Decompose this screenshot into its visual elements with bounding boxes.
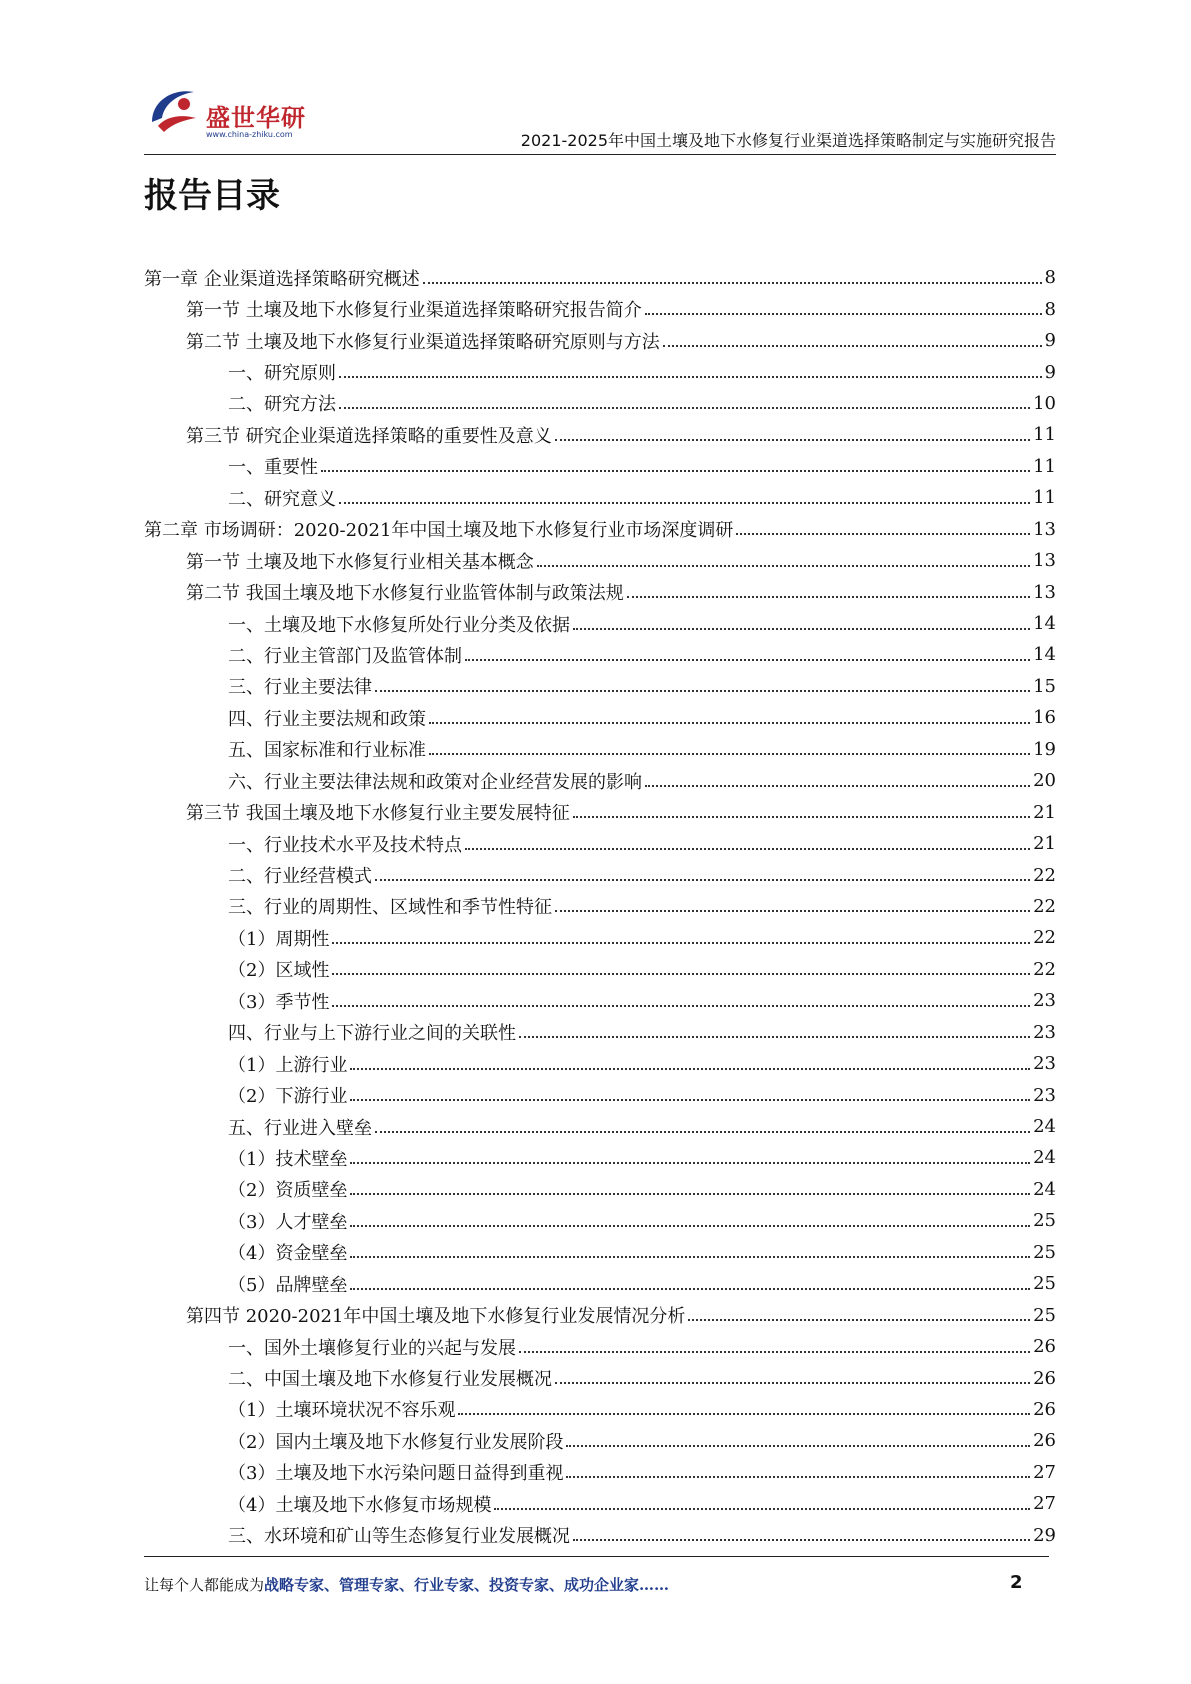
toc-entry-label: 一、重要性 <box>228 457 318 479</box>
toc-entry-label: 二、研究意义 <box>228 488 336 510</box>
toc-entry-page: 14 <box>1033 613 1056 635</box>
toc-entry-label: 一、行业技术水平及技术特点 <box>228 834 462 856</box>
toc-entry[interactable] <box>144 639 1056 670</box>
toc-entry-label: （3）人才壁垒 <box>228 1211 348 1233</box>
logo-url: www.china-zhiku.com <box>206 130 293 139</box>
toc-entry-label: 二、中国土壤及地下水修复行业发展概况 <box>228 1369 552 1391</box>
toc-entry[interactable] <box>144 796 1056 827</box>
toc-entry-page: 8 <box>1044 267 1056 289</box>
logo-text: 盛世华研 <box>206 104 306 132</box>
toc-entry-page: 11 <box>1033 455 1056 477</box>
toc-entry-label: （2）下游行业 <box>228 1086 348 1108</box>
toc-entry-label: 四、行业与上下游行业之间的关联性 <box>228 1023 516 1045</box>
toc-leader-dots <box>429 722 1030 724</box>
toc-entry-page: 26 <box>1033 1398 1056 1420</box>
toc-entry[interactable] <box>144 671 1056 702</box>
toc-entry-page: 24 <box>1033 1147 1056 1169</box>
toc-entry-page: 8 <box>1044 298 1056 320</box>
toc-entry[interactable] <box>144 1174 1056 1205</box>
toc-entry-page: 27 <box>1033 1461 1056 1483</box>
toc-entry-page: 11 <box>1033 424 1056 446</box>
toc-entry[interactable] <box>144 922 1056 953</box>
toc-entry[interactable] <box>144 828 1056 859</box>
toc-entry[interactable] <box>144 702 1056 733</box>
toc-entry[interactable] <box>144 891 1056 922</box>
toc-entry-label: 第二章 市场调研：2020-2021年中国土壤及地下水修复行业市场深度调研 <box>144 520 734 542</box>
toc-leader-dots <box>465 848 1030 850</box>
toc-entry-label: 第一节 土壤及地下水修复行业渠道选择策略研究报告简介 <box>186 300 642 322</box>
toc-leader-dots <box>375 690 1030 692</box>
toc-entry[interactable] <box>144 954 1056 985</box>
toc-leader-dots <box>458 1413 1030 1415</box>
toc-entry[interactable] <box>144 734 1056 765</box>
toc-leader-dots <box>555 439 1030 441</box>
toc-entry-label: 一、土壤及地下水修复所处行业分类及依据 <box>228 614 570 636</box>
toc-entry-page: 13 <box>1033 550 1056 572</box>
toc-leader-dots <box>423 282 1042 284</box>
toc-entry-label: 一、国外土壤修复行业的兴起与发展 <box>228 1337 516 1359</box>
toc-leader-dots <box>494 1508 1030 1510</box>
toc-entry-page: 9 <box>1044 361 1056 383</box>
toc-entry-label: 五、行业进入壁垒 <box>228 1117 372 1139</box>
toc-entry-label: （2）国内土壤及地下水修复行业发展阶段 <box>228 1431 564 1453</box>
toc-entry[interactable] <box>144 608 1056 639</box>
toc-entry-page: 24 <box>1033 1178 1056 1200</box>
toc-leader-dots <box>566 1476 1030 1478</box>
toc-entry[interactable] <box>144 293 1056 324</box>
toc-entry-label: 第四节 2020-2021年中国土壤及地下水修复行业发展情况分析 <box>186 1306 686 1328</box>
toc-entry-page: 20 <box>1033 770 1056 792</box>
toc-entry[interactable] <box>144 1425 1056 1456</box>
toc-entry[interactable] <box>144 1017 1056 1048</box>
toc-leader-dots <box>736 533 1030 535</box>
toc-entry-label: （1）上游行业 <box>228 1054 348 1076</box>
toc-entry-label: 二、行业经营模式 <box>228 866 372 888</box>
toc-entry[interactable] <box>144 1237 1056 1268</box>
toc-leader-dots <box>555 910 1030 912</box>
toc-entry-page: 22 <box>1033 927 1056 949</box>
toc-entry[interactable] <box>144 482 1056 513</box>
toc-entry-page: 22 <box>1033 895 1056 917</box>
toc-entry[interactable] <box>144 1457 1056 1488</box>
toc-leader-dots <box>350 1162 1030 1164</box>
header-divider <box>144 154 1056 155</box>
toc-leader-dots <box>465 659 1030 661</box>
toc-entry-page: 25 <box>1033 1273 1056 1295</box>
footer-divider <box>144 1556 1049 1557</box>
toc-entry[interactable] <box>144 1268 1056 1299</box>
toc-entry-label: （2）区域性 <box>228 960 330 982</box>
toc-leader-dots <box>350 1256 1030 1258</box>
toc-entry-page: 15 <box>1033 675 1056 697</box>
toc-entry-page: 22 <box>1033 958 1056 980</box>
toc-entry[interactable] <box>144 1331 1056 1362</box>
toc-entry[interactable] <box>144 1520 1056 1551</box>
toc-entry-page: 13 <box>1033 518 1056 540</box>
toc-leader-dots <box>375 1131 1030 1133</box>
toc-leader-dots <box>663 345 1042 347</box>
toc-entry[interactable] <box>144 1142 1056 1173</box>
toc-entry-page: 29 <box>1033 1524 1056 1546</box>
toc-entry-label: 第一章 企业渠道选择策略研究概述 <box>144 268 420 290</box>
toc-entry-page: 9 <box>1044 330 1056 352</box>
toc-entry[interactable] <box>144 765 1056 796</box>
toc-entry[interactable] <box>144 451 1056 482</box>
toc-entry-label: 三、水环境和矿山等生态修复行业发展概况 <box>228 1526 570 1548</box>
toc-entry-page: 11 <box>1033 487 1056 509</box>
toc-entry-label: 第二节 我国土壤及地下水修复行业监管体制与政策法规 <box>186 583 624 605</box>
toc-leader-dots <box>429 753 1030 755</box>
toc-entry-page: 23 <box>1033 1053 1056 1075</box>
toc-entry[interactable] <box>144 325 1056 356</box>
toc-heading: 报告目录 <box>144 176 280 216</box>
toc-leader-dots <box>566 1445 1030 1447</box>
toc-entry[interactable] <box>144 1111 1056 1142</box>
toc-leader-dots <box>519 1351 1030 1353</box>
toc-entry[interactable] <box>144 419 1056 450</box>
toc-leader-dots <box>573 628 1030 630</box>
toc-entry-label: （1）技术壁垒 <box>228 1148 348 1170</box>
toc-entry-page: 25 <box>1033 1304 1056 1326</box>
toc-entry-page: 26 <box>1033 1367 1056 1389</box>
toc-leader-dots <box>555 1382 1030 1384</box>
toc-entry-label: 三、行业的周期性、区域性和季节性特征 <box>228 897 552 919</box>
toc-entry[interactable] <box>144 1488 1056 1519</box>
toc-entry-page: 22 <box>1033 864 1056 886</box>
table-of-contents <box>144 262 1056 1551</box>
toc-entry[interactable] <box>144 388 1056 419</box>
toc-entry-label: （5）品牌壁垒 <box>228 1274 348 1296</box>
toc-entry-label: 二、研究方法 <box>228 394 336 416</box>
toc-entry-label: （4）资金壁垒 <box>228 1243 348 1265</box>
toc-entry-page: 27 <box>1033 1493 1056 1515</box>
toc-leader-dots <box>688 1319 1030 1321</box>
toc-entry[interactable] <box>144 1362 1056 1393</box>
toc-entry[interactable] <box>144 1299 1056 1330</box>
toc-entry[interactable] <box>144 262 1056 293</box>
toc-entry-label: （3）土壤及地下水污染问题日益得到重视 <box>228 1463 564 1485</box>
report-title: 2021-2025年中国土壤及地下水修复行业渠道选择策略制定与实施研究报告 <box>520 131 1056 150</box>
slogan-prefix: 让每个人都能成为 <box>144 1576 265 1594</box>
toc-leader-dots <box>519 1036 1030 1038</box>
toc-entry[interactable] <box>144 859 1056 890</box>
toc-entry[interactable] <box>144 545 1056 576</box>
toc-entry-label: 二、行业主管部门及监管体制 <box>228 645 462 667</box>
toc-entry-label: 第三节 我国土壤及地下水修复行业主要发展特征 <box>186 803 570 825</box>
toc-entry-page: 16 <box>1033 707 1056 729</box>
toc-entry-page: 21 <box>1033 801 1056 823</box>
toc-leader-dots <box>332 973 1030 975</box>
company-logo <box>144 82 314 148</box>
toc-leader-dots <box>645 313 1042 315</box>
toc-entry-page: 26 <box>1033 1430 1056 1452</box>
toc-entry-page: 19 <box>1033 738 1056 760</box>
toc-entry-page: 10 <box>1033 392 1056 414</box>
toc-leader-dots <box>537 565 1030 567</box>
toc-entry-page: 24 <box>1033 1116 1056 1138</box>
toc-leader-dots <box>339 376 1042 378</box>
toc-entry-label: （3）季节性 <box>228 991 330 1013</box>
toc-entry[interactable] <box>144 1394 1056 1425</box>
toc-leader-dots <box>321 470 1030 472</box>
toc-leader-dots <box>627 596 1030 598</box>
toc-leader-dots <box>350 1193 1030 1195</box>
toc-leader-dots <box>350 1288 1030 1290</box>
toc-entry-page: 23 <box>1033 990 1056 1012</box>
toc-entry-label: （2）资质壁垒 <box>228 1180 348 1202</box>
toc-leader-dots <box>350 1068 1030 1070</box>
toc-entry-label: 三、行业主要法律 <box>228 677 372 699</box>
toc-entry[interactable] <box>144 1205 1056 1236</box>
logo-swoosh-icon <box>144 82 206 144</box>
toc-entry-page: 13 <box>1033 581 1056 603</box>
toc-entry[interactable] <box>144 1079 1056 1110</box>
toc-entry-label: 六、行业主要法律法规和政策对企业经营发展的影响 <box>228 771 642 793</box>
slogan-highlight: 战略专家、管理专家、行业专家、投资专家、成功企业家…… <box>264 1576 670 1594</box>
toc-leader-dots <box>339 502 1030 504</box>
toc-leader-dots <box>332 942 1030 944</box>
footer-slogan <box>144 1574 669 1595</box>
toc-entry[interactable] <box>144 1048 1056 1079</box>
toc-entry-page: 25 <box>1033 1210 1056 1232</box>
toc-entry-label: 第三节 研究企业渠道选择策略的重要性及意义 <box>186 425 552 447</box>
toc-entry-label: 第二节 土壤及地下水修复行业渠道选择策略研究原则与方法 <box>186 331 660 353</box>
toc-entry[interactable] <box>144 985 1056 1016</box>
toc-entry-page: 23 <box>1033 1084 1056 1106</box>
toc-entry-label: （1）土壤环境状况不容乐观 <box>228 1400 456 1422</box>
toc-entry-label: 第一节 土壤及地下水修复行业相关基本概念 <box>186 551 534 573</box>
toc-leader-dots <box>350 1225 1030 1227</box>
toc-entry-page: 14 <box>1033 644 1056 666</box>
toc-entry-label: 五、国家标准和行业标准 <box>228 740 426 762</box>
toc-entry-label: （1）周期性 <box>228 928 330 950</box>
toc-entry-page: 21 <box>1033 833 1056 855</box>
toc-entry[interactable] <box>144 356 1056 387</box>
page-number: 2 <box>1010 1572 1023 1593</box>
toc-entry-label: （4）土壤及地下水修复市场规模 <box>228 1494 492 1516</box>
toc-leader-dots <box>339 407 1030 409</box>
toc-entry[interactable] <box>144 576 1056 607</box>
toc-entry-page: 23 <box>1033 1021 1056 1043</box>
toc-leader-dots <box>350 1099 1030 1101</box>
toc-leader-dots <box>573 1539 1030 1541</box>
page-header <box>144 82 1056 158</box>
toc-leader-dots <box>573 816 1030 818</box>
toc-entry-page: 25 <box>1033 1241 1056 1263</box>
toc-leader-dots <box>645 785 1030 787</box>
toc-leader-dots <box>332 1005 1030 1007</box>
toc-entry-page: 26 <box>1033 1336 1056 1358</box>
toc-entry[interactable] <box>144 514 1056 545</box>
toc-entry-label: 一、研究原则 <box>228 363 336 385</box>
toc-leader-dots <box>375 879 1030 881</box>
toc-entry-label: 四、行业主要法规和政策 <box>228 708 426 730</box>
